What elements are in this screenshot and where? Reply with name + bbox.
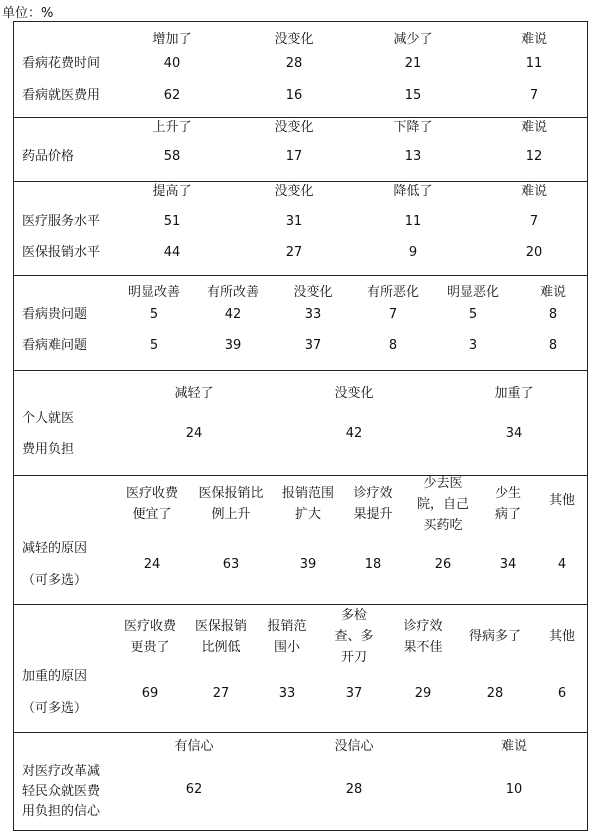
section-reform-confidence bbox=[13, 733, 588, 831]
cell-value: 5 bbox=[468, 307, 478, 322]
cell-value: 5 bbox=[149, 338, 159, 353]
column-header: 没变化 bbox=[274, 120, 314, 135]
column-header: 少去医院，自己买药吃 bbox=[416, 476, 469, 533]
column-header: 提高了 bbox=[152, 184, 192, 199]
cell-value: 20 bbox=[525, 245, 543, 260]
section-drug-price bbox=[13, 118, 588, 182]
column-header: 没变化 bbox=[274, 32, 314, 47]
cell-value: 37 bbox=[304, 338, 322, 353]
cell-value: 34 bbox=[499, 557, 517, 572]
cell-value: 51 bbox=[163, 214, 181, 229]
column-header: 报销范围小 bbox=[267, 619, 307, 655]
unit-label: 单位：% bbox=[2, 6, 54, 21]
column-header: 医保报销比例低 bbox=[194, 619, 247, 655]
cell-value: 17 bbox=[285, 149, 303, 164]
cell-value: 11 bbox=[404, 214, 422, 229]
row-label-line: 减轻的原因 bbox=[22, 541, 88, 556]
column-header: 上升了 bbox=[152, 120, 192, 135]
row-label-line: 加重的原因 bbox=[22, 669, 88, 684]
column-header: 明显恶化 bbox=[446, 285, 500, 300]
row-label: 看病难问题 bbox=[22, 338, 88, 353]
cell-value: 39 bbox=[224, 338, 242, 353]
cell-value: 28 bbox=[285, 56, 303, 71]
cell-value: 24 bbox=[143, 557, 161, 572]
cell-value: 10 bbox=[505, 782, 523, 797]
cell-value: 3 bbox=[468, 338, 478, 353]
column-header: 有信心 bbox=[174, 739, 214, 754]
cell-value: 7 bbox=[529, 214, 539, 229]
row-label: 医疗服务水平 bbox=[22, 214, 101, 229]
cell-value: 8 bbox=[388, 338, 398, 353]
cell-value: 13 bbox=[404, 149, 422, 164]
column-header: 诊疗效果提升 bbox=[353, 486, 393, 522]
section-service-reimbursement bbox=[13, 182, 588, 276]
cell-value: 62 bbox=[185, 782, 203, 797]
cell-value: 18 bbox=[364, 557, 382, 572]
cell-value: 42 bbox=[345, 426, 363, 441]
column-header: 医保报销比例上升 bbox=[198, 486, 264, 522]
column-header: 其他 bbox=[548, 629, 575, 644]
cell-value: 27 bbox=[212, 686, 230, 701]
cell-value: 28 bbox=[345, 782, 363, 797]
cell-value: 31 bbox=[285, 214, 303, 229]
column-header: 医疗收费便宜了 bbox=[125, 486, 178, 522]
column-header: 难说 bbox=[520, 32, 548, 47]
cell-value: 63 bbox=[222, 557, 240, 572]
column-header: 下降了 bbox=[393, 120, 433, 135]
cell-value: 37 bbox=[345, 686, 363, 701]
column-header: 得病多了 bbox=[468, 629, 521, 644]
column-header: 没变化 bbox=[274, 184, 314, 199]
section-expensive-difficult bbox=[13, 276, 588, 371]
column-header: 减少了 bbox=[393, 32, 433, 47]
section-reduce-reasons bbox=[13, 476, 588, 605]
cell-value: 24 bbox=[185, 426, 203, 441]
row-label-line: 轻民众就医费 bbox=[22, 784, 101, 799]
row-label: 药品价格 bbox=[22, 149, 75, 164]
cell-value: 33 bbox=[278, 686, 296, 701]
cell-value: 28 bbox=[486, 686, 504, 701]
column-header: 有所恶化 bbox=[366, 285, 420, 300]
section-increase-reasons bbox=[13, 605, 588, 733]
cell-value: 6 bbox=[557, 686, 567, 701]
cell-value: 7 bbox=[388, 307, 398, 322]
cell-value: 4 bbox=[557, 557, 567, 572]
column-header: 加重了 bbox=[494, 386, 534, 401]
row-label: 医保报销水平 bbox=[22, 245, 101, 260]
row-label-line: 用负担的信心 bbox=[22, 804, 101, 819]
cell-value: 15 bbox=[404, 88, 422, 103]
column-header: 医疗收费更贵了 bbox=[123, 619, 176, 655]
column-header: 其他 bbox=[548, 493, 575, 508]
cell-value: 39 bbox=[299, 557, 317, 572]
column-header: 难说 bbox=[500, 739, 528, 754]
cell-value: 5 bbox=[149, 307, 159, 322]
column-header: 降低了 bbox=[393, 184, 433, 199]
cell-value: 9 bbox=[408, 245, 418, 260]
column-header: 增加了 bbox=[152, 32, 192, 47]
row-label-line: 费用负担 bbox=[22, 442, 75, 457]
cell-value: 62 bbox=[163, 88, 181, 103]
row-label-line: 对医疗改革减 bbox=[22, 764, 101, 779]
column-header: 难说 bbox=[520, 120, 548, 135]
cell-value: 26 bbox=[434, 557, 452, 572]
cell-value: 8 bbox=[548, 338, 558, 353]
cell-value: 7 bbox=[529, 88, 539, 103]
cell-value: 8 bbox=[548, 307, 558, 322]
row-label-line: 个人就医 bbox=[22, 411, 75, 426]
column-header: 没变化 bbox=[334, 386, 374, 401]
cell-value: 29 bbox=[414, 686, 432, 701]
row-label: 看病就医费用 bbox=[22, 88, 101, 103]
cell-value: 40 bbox=[163, 56, 181, 71]
column-header: 报销范围扩大 bbox=[281, 486, 334, 522]
cell-value: 69 bbox=[141, 686, 159, 701]
column-header: 没信心 bbox=[334, 739, 374, 754]
cell-value: 44 bbox=[163, 245, 181, 260]
cell-value: 16 bbox=[285, 88, 303, 103]
cell-value: 27 bbox=[285, 245, 303, 260]
cell-value: 12 bbox=[525, 149, 543, 164]
column-header: 有所改善 bbox=[206, 285, 260, 300]
column-header: 难说 bbox=[520, 184, 548, 199]
row-label-line: （可多选） bbox=[22, 701, 88, 716]
column-header: 没变化 bbox=[293, 285, 333, 300]
column-header: 减轻了 bbox=[174, 386, 214, 401]
row-label-line: （可多选） bbox=[22, 573, 88, 588]
section-visit-time-cost bbox=[13, 21, 588, 118]
section-personal-burden bbox=[13, 371, 588, 476]
cell-value: 58 bbox=[163, 149, 181, 164]
cell-value: 33 bbox=[304, 307, 322, 322]
cell-value: 34 bbox=[505, 426, 523, 441]
column-header: 多检查、多开刀 bbox=[334, 608, 374, 665]
row-label: 看病花费时间 bbox=[22, 56, 101, 71]
row-label: 看病贵问题 bbox=[22, 307, 88, 322]
column-header: 明显改善 bbox=[127, 285, 181, 300]
column-header: 诊疗效果不佳 bbox=[403, 619, 443, 655]
cell-value: 11 bbox=[525, 56, 543, 71]
column-header: 少生病了 bbox=[494, 486, 521, 522]
cell-value: 21 bbox=[404, 56, 422, 71]
cell-value: 42 bbox=[224, 307, 242, 322]
column-header: 难说 bbox=[539, 285, 567, 300]
